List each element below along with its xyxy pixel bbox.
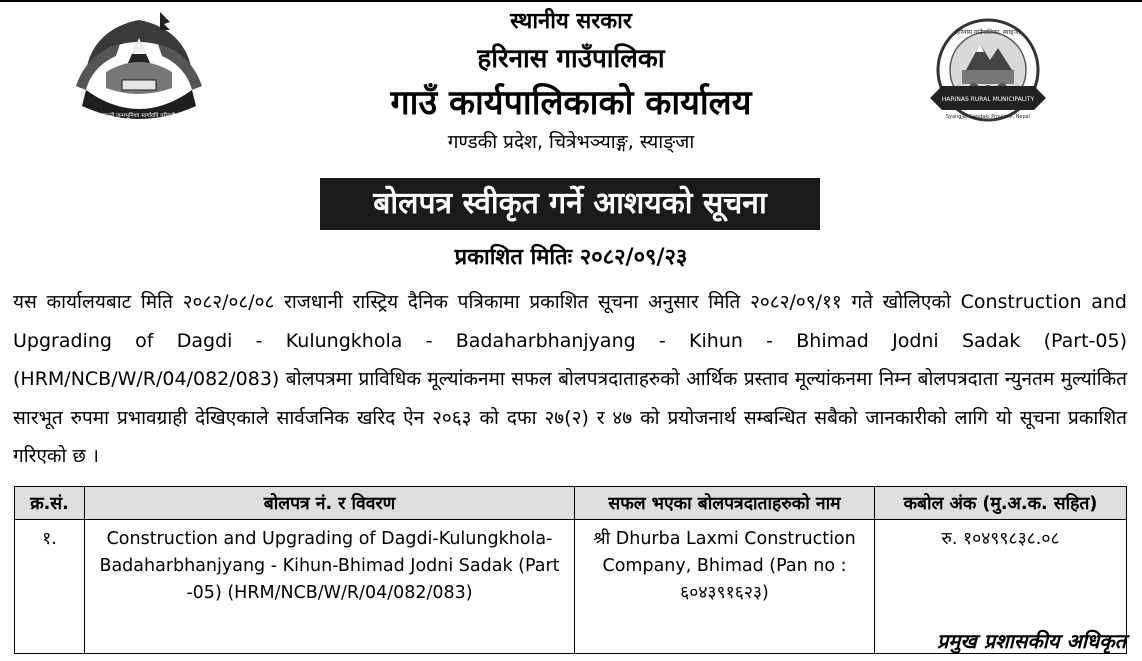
col-header-amount: कबोल अंक (मु.अ.क. सहित)	[875, 487, 1127, 520]
header-local-government: स्थानीय सरकार	[510, 9, 632, 34]
header-office-name: गाउँ कार्यपालिकाको कार्यालय	[390, 83, 752, 123]
emblem-motto: जननी जन्मभूमिश्च स्वर्गादपि गरीयसी	[102, 113, 176, 119]
logo-ring-text-en: HARINAS RURAL MUNICIPALITY	[941, 96, 1035, 103]
col-header-bidder: सफल भएका बोलपत्रदाताहरुको नाम	[575, 487, 875, 520]
notice-title: बोलपत्र स्वीकृत गर्ने आशयको सूचना	[320, 178, 820, 230]
cell-amount: रु. १०४९९८३८.०८	[875, 520, 1127, 654]
top-border	[0, 0, 1142, 2]
table-header-row	[15, 487, 1127, 520]
published-date: प्रकाशित मितिः २०८२/०९/२३	[454, 245, 688, 270]
office-header	[0, 4, 1142, 156]
header-address: गण्डकी प्रदेश, चित्रेभञ्याङ्ग, स्याङ्जा	[447, 131, 695, 153]
col-header-description: बोलपत्र नं. र विवरण	[85, 487, 575, 520]
logo-ring-text-en2: Syangja, Gandaki Province, Nepal	[945, 114, 1031, 120]
signature-title: प्रमुख प्रशासकीय अधिकृत	[937, 629, 1126, 653]
cell-description: Construction and Upgrading of Dagdi-Kulungkhola-Badaharbhanjyang - Kihun-Bhimad Jodni Sadak (Part -05) (HRM/NCB/W/R/04/082/083)	[85, 520, 575, 654]
logo-ring-text: हरिनास गाउँपालिका, स्याङ्जा	[955, 29, 1021, 36]
notice-body: यस कार्यालयबाट मिति २०८२/०८/०८ राजधानी रास्ट्रिय दैनिक पत्रिकामा प्रकाशित सूचना अनुसार मिति २०८२/०९/११ गते खोलिएको Construction and Upgrading of Dagdi - Kulungkhola - Badaharbhanjyang - Kihun - Bhimad Jodni Sadak (Part-05) (HRM/NCB/W/R/04/082/083) बोलपत्रमा प्राविधिक मूल्यांकनमा सफल बोलपत्रदाताहरुको आर्थिक प्रस्ताव मूल्यांकनमा निम्न बोलपत्रदाता न्युनतम मुल्यांकित सारभूत रुपमा प्रभावग्राही देखिएकाले सार्वजनिक खरिद ऐन २०६३ को दफा २७(२) र ४७ को प्रयोजनार्थ सम्बन्धित सबैको जानकारीको लागि यो सूचना प्रकाशित गरिएको छ ।	[13, 291, 1127, 467]
cell-bidder: श्री Dhurba Laxmi Construction Company, Bhimad (Pan no : ६०४३९१६२३)	[575, 520, 875, 654]
col-header-sn: क्र.सं.	[15, 487, 85, 520]
header-municipality-name: हरिनास गाउँपालिका	[477, 44, 665, 74]
cell-sn: १.	[15, 520, 85, 654]
